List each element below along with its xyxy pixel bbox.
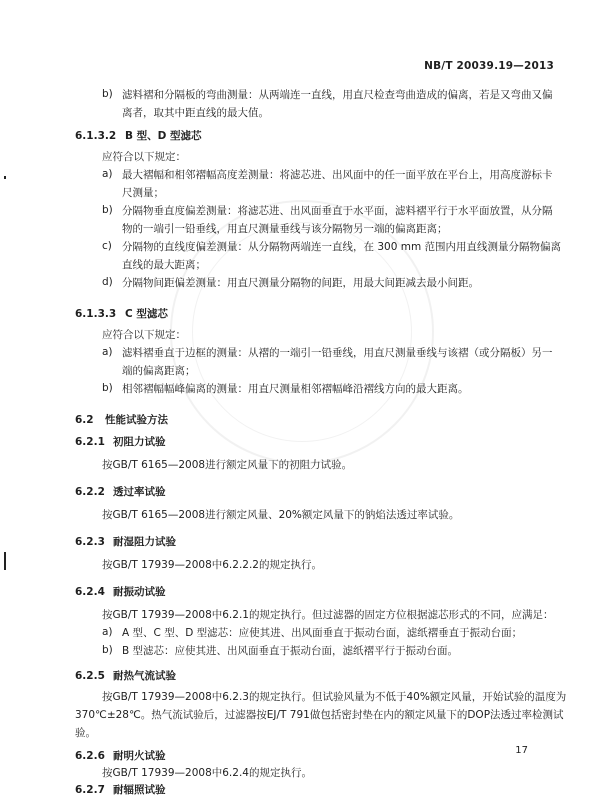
page-number: 17	[515, 745, 528, 756]
section-title: 透过率试验	[113, 486, 166, 498]
section-heading-6-1-3-3	[75, 306, 168, 321]
list-item-label: a)	[102, 168, 113, 180]
list-item-text: B 型滤芯：应使其进、出风面垂直于振动台面，滤纸褶平行于振动台面。	[122, 645, 459, 657]
section-title: 耐明火试验	[113, 750, 166, 762]
paragraph: 验。	[75, 727, 96, 739]
list-item-text: 端的偏离距离；	[122, 365, 196, 377]
section-number: 6.2.3	[75, 536, 105, 548]
margin-mark	[4, 176, 6, 179]
section-title: 耐辐照试验	[113, 784, 166, 796]
section-heading-6-2-6	[75, 748, 166, 763]
section-title: 耐湿阻力试验	[113, 536, 176, 548]
section-heading-6-2	[75, 412, 168, 427]
paragraph: 按GB/T 6165—2008进行额定风量、20%额定风量下的钠焰法透过率试验。	[102, 509, 460, 521]
list-item-text: 分隔物的直线度偏差测量：从分隔物两端连一直线，在 300 mm 范围内用直线测量分隔物偏离	[122, 241, 562, 253]
section-heading-6-2-4	[75, 584, 166, 599]
section-number: 6.2.1	[75, 436, 105, 448]
section-heading-6-2-1	[75, 434, 166, 449]
section-title: B 型、D 型滤芯	[125, 130, 202, 142]
list-item-text: 直线的最大距离；	[122, 259, 206, 271]
list-item-label: a)	[102, 346, 113, 358]
list-item-label: b)	[102, 382, 113, 394]
section-title: C 型滤芯	[125, 308, 168, 320]
list-item-text: A 型、C 型、D 型滤芯：应使其进、出风面垂直于振动台面，滤纸褶垂直于振动台面；	[122, 627, 523, 639]
section-number: 6.1.3.3	[75, 308, 117, 320]
list-item-text: 物的一端引一铅垂线，用直尺测量垂线与该分隔物另一端的偏离距离；	[122, 223, 448, 235]
section-heading-6-1-3-2	[75, 128, 202, 143]
section-number: 6.2.6	[75, 750, 105, 762]
document-code: NB/T 20039.19—2013	[424, 60, 554, 72]
list-item-label: d)	[102, 276, 113, 288]
section-number: 6.2.5	[75, 670, 105, 682]
margin-mark	[4, 552, 6, 570]
list-item-text: 分隔物间距偏差测量：用直尺测量分隔物的间距，用最大间距减去最小间距。	[122, 277, 479, 289]
section-heading-6-2-7	[75, 782, 166, 797]
list-item-text: 相邻褶幅幅峰偏离的测量：用直尺测量相邻褶幅峰沿褶线方向的最大距离。	[122, 383, 469, 395]
paragraph: 按GB/T 17939—2008中6.2.1的规定执行。但过滤器的固定方位根据滤芯形式的不同，应满足：	[102, 609, 554, 621]
section-number: 6.1.3.2	[75, 130, 117, 142]
section-heading-6-2-5	[75, 668, 176, 683]
section-title: 性能试验方法	[105, 414, 168, 426]
list-item-text: 滤料褶和分隔板的弯曲测量：从两端连一直线，用直尺检查弯曲造成的偏离，若是又弯曲又偏	[122, 89, 553, 101]
paragraph: 应符合以下规定：	[102, 329, 186, 341]
list-item-text: 最大褶幅和相邻褶幅高度差测量：将滤芯进、出风面中的任一面平放在平台上，用高度游标卡	[122, 169, 553, 181]
section-number: 6.2.4	[75, 586, 105, 598]
section-title: 初阻力试验	[113, 436, 166, 448]
list-item-text: 分隔物垂直度偏差测量：将滤芯进、出风面垂直于水平面，滤料褶平行于水平面放置，从分隔	[122, 205, 553, 217]
section-title: 耐热气流试验	[113, 670, 176, 682]
section-number: 6.2	[75, 414, 94, 426]
paragraph: 370℃±28℃。热气流试验后，过滤器按EJ/T 791做包括密封垫在内的额定风量下的DOP法透过率检测试	[75, 709, 564, 721]
list-item-label: b)	[102, 88, 113, 100]
paragraph: 按GB/T 17939—2008中6.2.3的规定执行。但试验风量为不低于40%额定风量，开始试验的温度为	[102, 691, 567, 703]
section-heading-6-2-3	[75, 534, 176, 549]
list-item-text: 离者，取其中距直线的最大值。	[122, 107, 269, 119]
list-item-label: b)	[102, 644, 113, 656]
section-number: 6.2.2	[75, 486, 105, 498]
list-item-label: c)	[102, 240, 112, 252]
paragraph: 按GB/T 6165—2008进行额定风量下的初阻力试验。	[102, 459, 353, 471]
list-item-text: 尺测量；	[122, 187, 164, 199]
section-heading-6-2-2	[75, 484, 166, 499]
list-item-label: b)	[102, 204, 113, 216]
list-item-text: 滤料褶垂直于边框的测量：从褶的一端引一铅垂线，用直尺测量垂线与该褶（或分隔板）另一	[122, 347, 553, 359]
paragraph: 按GB/T 17939—2008中6.2.2.2的规定执行。	[102, 559, 322, 571]
paragraph: 应符合以下规定：	[102, 151, 186, 163]
section-number: 6.2.7	[75, 784, 105, 796]
list-item-label: a)	[102, 626, 113, 638]
section-title: 耐振动试验	[113, 586, 166, 598]
paragraph: 按GB/T 17939—2008中6.2.4的规定执行。	[102, 767, 312, 779]
